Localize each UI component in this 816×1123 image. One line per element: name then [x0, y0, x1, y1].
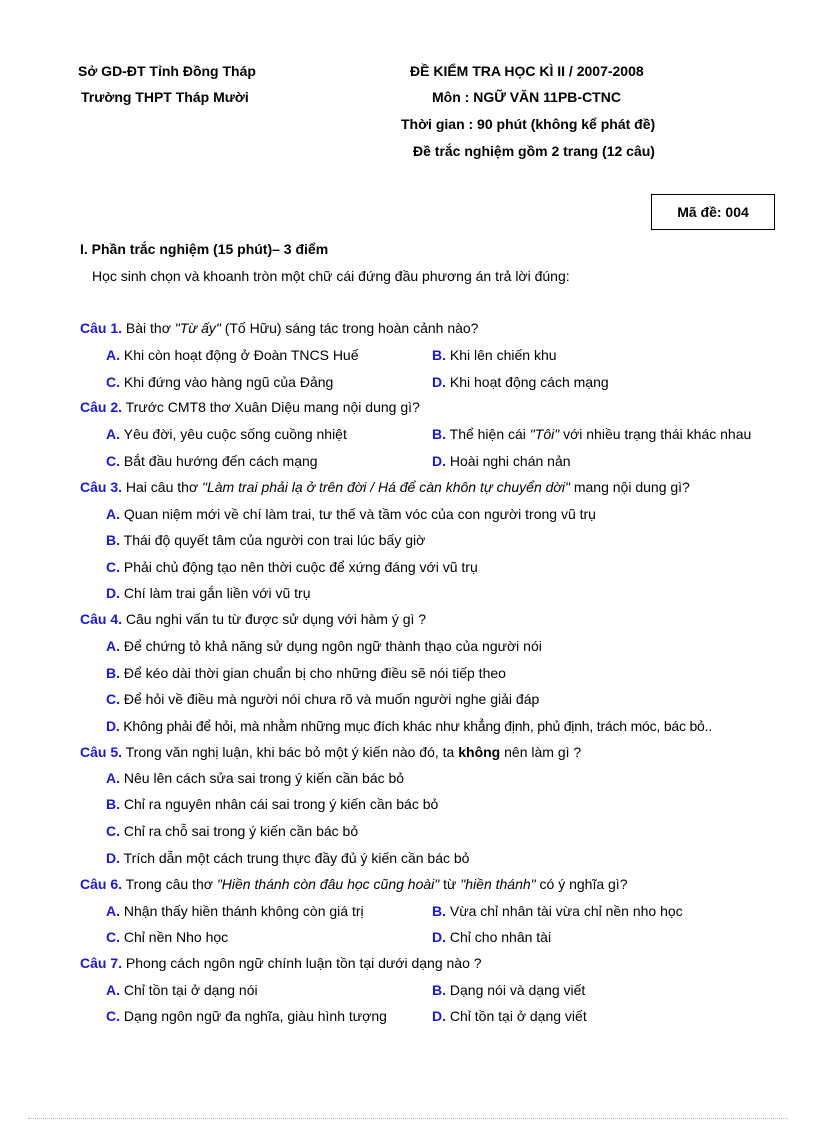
answer-1b[interactable]: B. Khi lên chiến khu	[432, 347, 557, 363]
answer-5b[interactable]: B. Chỉ ra nguyên nhân cái sai trong ý kiến cần bác bỏ	[106, 796, 439, 812]
answer-6a[interactable]: A. Nhận thấy hiền thánh không còn giá trị	[106, 903, 364, 919]
exam-title: ĐỀ KIỂM TRA HỌC KÌ II / 2007-2008	[410, 63, 644, 79]
answer-2c[interactable]: C. Bắt đầu hướng đến cách mạng	[106, 453, 318, 469]
answer-6c[interactable]: C. Chỉ nền Nho học	[106, 929, 229, 945]
subject: Môn : NGỮ VĂN 11PB-CTNC	[432, 89, 621, 105]
question-4: Câu 4. Câu nghi vấn tu từ được sử dụng với hàm ý gì ?	[80, 611, 427, 627]
duration: Thời gian : 90 phút (không kể phát đề)	[401, 116, 656, 132]
department-name: Sở GD-ĐT Tỉnh Đồng Tháp	[78, 63, 256, 79]
answer-2b[interactable]: B. Thể hiện cái "Tôi" với nhiều trạng thái khác nhau	[432, 426, 752, 442]
answer-5a[interactable]: A. Nêu lên cách sửa sai trong ý kiến cần bác bỏ	[106, 770, 405, 786]
answer-2d[interactable]: D. Hoài nghi chán nản	[432, 453, 571, 469]
answer-1a[interactable]: A. Khi còn hoạt động ở Đoàn TNCS Huế	[106, 347, 359, 363]
answer-1d[interactable]: D. Khi hoạt động cách mạng	[432, 374, 609, 390]
answer-7a[interactable]: A. Chỉ tồn tại ở dạng nói	[106, 982, 258, 998]
question-6: Câu 6. Trong câu thơ "Hiền thánh còn đâu học cũng hoài" từ "hiền thánh" có ý nghĩa gì?	[80, 876, 628, 892]
page-info: Đề trắc nghiệm gồm 2 trang (12 câu)	[413, 143, 655, 159]
answer-5d[interactable]: D. Trích dẫn một cách trung thực đầy đủ ý kiến cần bác bỏ	[106, 850, 470, 866]
answer-3c[interactable]: C. Phải chủ động tạo nên thời cuộc để xứng đáng với vũ trụ	[106, 559, 478, 575]
question-1: Câu 1. Bài thơ "Từ ấy" (Tố Hữu) sáng tác trong hoàn cảnh nào?	[80, 320, 479, 336]
answer-3a[interactable]: A. Quan niệm mới về chí làm trai, tư thế và tầm vóc của con người trong vũ trụ	[106, 506, 596, 522]
page-bottom-divider	[28, 1118, 788, 1119]
question-3: Câu 3. Hai câu thơ "Làm trai phải lạ ở trên đời / Há để càn khôn tự chuyển dời" mang nội dung gì?	[80, 479, 690, 495]
answer-6d[interactable]: D. Chỉ cho nhân tài	[432, 929, 552, 945]
answer-7c[interactable]: C. Dạng ngôn ngữ đa nghĩa, giàu hình tượng	[106, 1008, 387, 1024]
question-label: Câu 1.	[80, 320, 123, 336]
question-2: Câu 2. Trước CMT8 thơ Xuân Diệu mang nội dung gì?	[80, 399, 420, 415]
answer-4b[interactable]: B. Để kéo dài thời gian chuẩn bị cho những điều sẽ nói tiếp theo	[106, 665, 506, 681]
answer-3b[interactable]: B. Thái độ quyết tâm của người con trai lúc bấy giờ	[106, 532, 426, 548]
answer-4c[interactable]: C. Để hỏi về điều mà người nói chưa rõ và muốn người nghe giải đáp	[106, 691, 540, 707]
question-7: Câu 7. Phong cách ngôn ngữ chính luận tồn tại dưới dạng nào ?	[80, 955, 482, 971]
answer-3d[interactable]: D. Chí làm trai gắn liền với vũ trụ	[106, 585, 311, 601]
answer-4d[interactable]: D. Không phải để hỏi, mà nhằm những mục đích khác như khẳng định, phủ định, trách móc, bác bỏ..	[106, 718, 713, 734]
question-5: Câu 5. Trong văn nghị luận, khi bác bỏ một ý kiến nào đó, ta không nên làm gì ?	[80, 744, 582, 760]
answer-1c[interactable]: C. Khi đứng vào hàng ngũ của Đảng	[106, 374, 334, 390]
exam-code-box: Mã đề: 004	[651, 194, 775, 230]
answer-7d[interactable]: D. Chỉ tồn tại ở dạng viết	[432, 1008, 587, 1024]
answer-4a[interactable]: A. Để chứng tỏ khả năng sử dụng ngôn ngữ thành thạo của người nói	[106, 638, 542, 654]
school-name: Trường THPT Tháp Mười	[81, 89, 249, 105]
section-instruction: Học sinh chọn và khoanh tròn một chữ cái đứng đầu phương án trả lời đúng:	[92, 268, 570, 284]
section-title: I. Phần trắc nghiệm (15 phút)– 3 điểm	[80, 241, 329, 257]
answer-6b[interactable]: B. Vừa chỉ nhân tài vừa chỉ nền nho học	[432, 903, 683, 919]
answer-5c[interactable]: C. Chỉ ra chỗ sai trong ý kiến cần bác bỏ	[106, 823, 359, 839]
answer-2a[interactable]: A. Yêu đời, yêu cuộc sống cuồng nhiệt	[106, 426, 347, 442]
answer-7b[interactable]: B. Dạng nói và dạng viết	[432, 982, 586, 998]
